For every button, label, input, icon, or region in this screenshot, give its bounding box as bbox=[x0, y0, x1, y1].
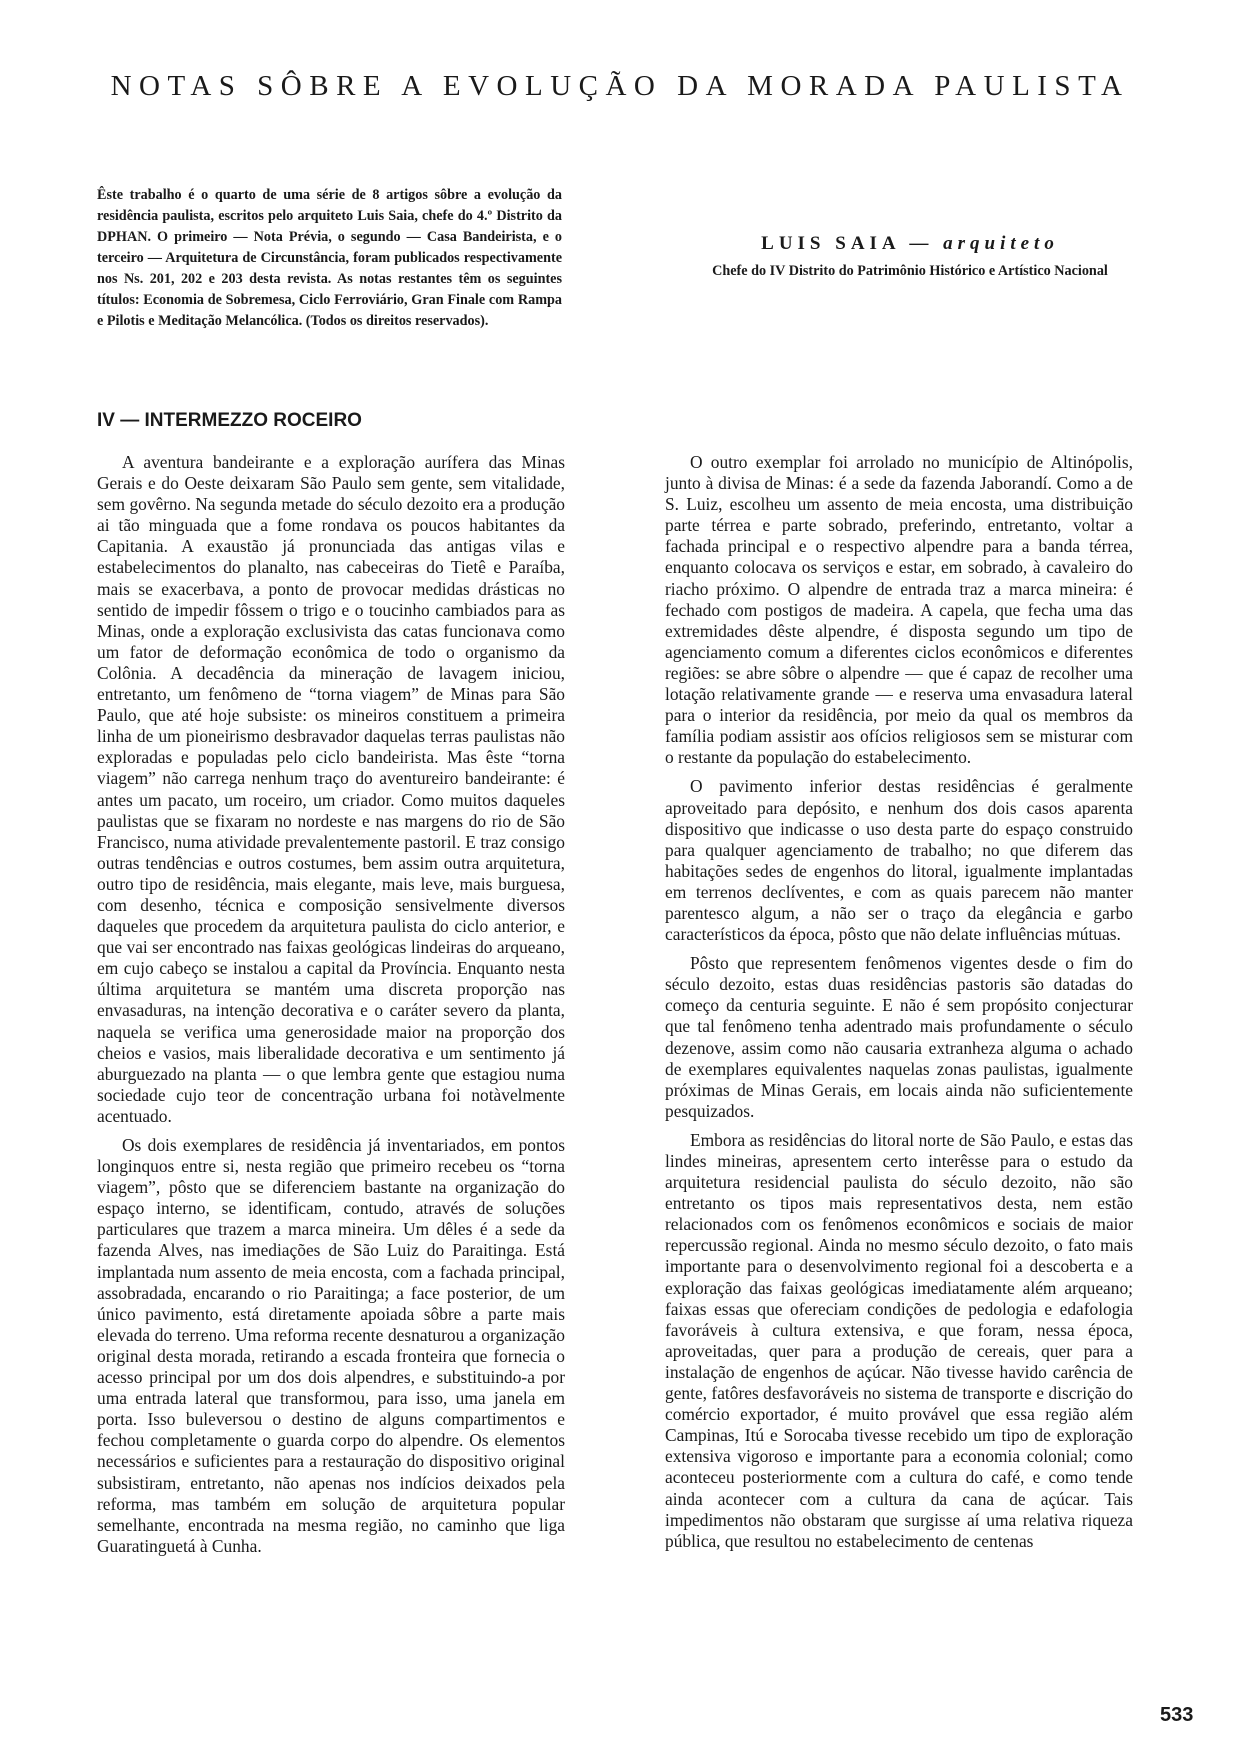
paragraph: A aventura bandeirante e a exploração aurífera das Minas Gerais e do Oeste deixaram São Paulo sem gente, sem vitalidade, sem govêrno. Na segunda metade do século dezoito era a produção ai tão minguada que a fome rondava os poucos habitantes da Capitania. A exaustão já pronunciada das antigas vilas e estabelecimentos do planalto, nas cabeceiras do Tietê e Paraíba, mais se exacerbava, a ponto de provocar medidas drásticas no sentido de impedir fôssem o trigo e o toucinho cambiados para as Minas, onde a exploração exclusivista das catas funcionava como um fator de deformação econômica de todo o organismo da Colônia. A decadência da mineração de lavagem iniciou, entretanto, um fenômeno de “torna viagem” de Minas para São Paulo, que até hoje subsiste: os mineiros constituem a primeira linha de um pioneirismo desbravador daquelas terras paulistas não exploradas e populadas pelo ciclo bandeirista. Mas êste “torna viagem” não carrega nenhum traço do aventureiro bandeirante: é antes um pacato, um roceiro, um criador. Como muitos daqueles paulistas que se fixaram no nordeste e nas margens do rio de São Francisco, numa atividade prevalentemente pastoril. E traz consigo outras tendências e outros costumes, bem assim outra arquitetura, outro tipo de residência, mais elegante, mais leve, mais burguesa, com desenho, técnica e composição sensivelmente diversos daqueles que procedem da arquitetura paulista do ciclo anterior, e que vai ser encontrado nas faixas geológicas lindeiras do arqueano, em cujo cabeço se instalou a capital da Província. Enquanto nesta última arquitetura se mantém uma discreta proporção nas envasaduras, na intenção decorativa e o caráter severo da planta, naquela se verifica uma generosidade maior na proporção dos cheios e vasios, mais liberalidade decorativa e um sentimento já aburguezado na planta — o que lembra gente que estagiou numa sociedade cujo teor de concentração urbana foi notàvelmente acentuado. bbox=[97, 452, 565, 1126]
paragraph: O outro exemplar foi arrolado no município de Altinópolis, junto à divisa de Minas: é a sede da fazenda Jaborandí. Como a de S. Luiz, escolheu um assento de meia encosta, uma distribuição parte térrea e parte sobrado, preferindo, entretanto, voltar a fachada principal e o respectivo alpendre para a banda térrea, enquanto colocava os serviços e estar, em sobrado, à cavaleiro do riacho próximo. O alpendre de entrada traz a marca mineira: é fechado com postigos de madeira. A capela, que fecha uma das extremidades dêste alpendre, é disposta segundo um tipo de agenciamento comum a diferentes ciclos econômicos e diferentes regiões: se abre sôbre o alpendre — que é capaz de recolher uma lotação relativamente grande — e reserva uma envasadura lateral para o interior da residência, por meio da qual os membros da família podiam assistir aos ofícios religiosos sem se misturar com o restante da população do estabelecimento. bbox=[665, 452, 1133, 768]
article-title: NOTAS SÔBRE A EVOLUÇÃO DA MORADA PAULISTA bbox=[110, 70, 1130, 102]
paragraph: O pavimento inferior destas residências é geralmente aproveitado para depósito, e nenhum dos dois casos aparenta dispositivo que indicasse o uso desta parte do espaço construido para qualquer agenciamento de trabalho; no que diferem das habitações sedes de engenhos do litoral, igualmente implantadas em terrenos declíventes, e com as quais parecem não manter parentesco algum, a não ser o traço da elegância e garbo característicos da época, pôsto que não delate influências mútuas. bbox=[665, 776, 1133, 945]
intro-note: Êste trabalho é o quarto de uma série de 8 artigos sôbre a evolução da residência paulista, escritos pelo arquiteto Luis Saia, chefe do 4.º Distrito da DPHAN. O primeiro — Nota Prévia, o segundo — Casa Bandeirista, e o terceiro — Arquitetura de Circunstância, foram publicados respectivamente nos Ns. 201, 202 e 203 desta revista. As notas restantes têm os seguintes títulos: Economia de Sobremesa, Ciclo Ferroviário, Gran Finale com Rampa e Pilotis e Meditação Melancólica. (Todos os direitos reservados). bbox=[97, 187, 562, 329]
author-separator: — bbox=[899, 233, 944, 254]
page-number: 533 bbox=[1160, 1704, 1194, 1726]
author-description: Chefe do IV Distrito do Patrimônio Histórico e Artístico Nacional bbox=[712, 263, 1108, 279]
left-column bbox=[97, 452, 565, 1565]
section-heading: IV — INTERMEZZO ROCEIRO bbox=[97, 410, 362, 431]
paragraph: Embora as residências do litoral norte de São Paulo, e estas das lindes mineiras, apresentem certo interêsse para o estudo da arquitetura residencial paulista do século dezoito, não são entretanto os tipos mais representativos desta, nem estão relacionados com os fenômenos econômicos e sociais de maior repercussão regional. Ainda no mesmo século dezoito, o fato mais importante para o desenvolvimento regional foi a descoberta e a exploração das faixas geológicas imediatamente além arqueano; faixas essas que ofereciam condições de pedologia e edafologia favoráveis à cultura extensiva, e que foram, nessa época, aproveitadas, quer para a produção de cereais, quer para a instalação de engenhos de açúcar. Não tivesse havido carência de gente, fatôres desfavoráveis no sistema de transporte e discrição do comércio exportador, é muito provável que essa região além Campinas, Itú e Sorocaba tivesse recebido um tipo de exploração extensiva vigoroso e importante para a economia colonial; como aconteceu posteriormente com a cultura do café, e como tende ainda acontecer com a cultura da cana de açúcar. Tais impedimentos não obstaram que surgisse aí uma relativa riqueza pública, que resultou no estabelecimento de centenas bbox=[665, 1129, 1133, 1551]
author-line bbox=[690, 233, 1130, 255]
author-role: arquiteto bbox=[943, 233, 1059, 254]
author-block bbox=[690, 233, 1130, 281]
paragraph: Os dois exemplares de residência já inventariados, em pontos longinquos entre si, nesta região que primeiro recebeu os “torna viagem”, pôsto que se diferenciem bastante na organização do espaço interno, se identificam, contudo, através de soluções particulares que trazem a marca mineira. Um dêles é a sede da fazenda Alves, nas imediações de São Luiz do Paraitinga. Está implantada num assento de meia encosta, com a fachada principal, assobradada, encarando o rio Paraitinga; a face posterior, de um único pavimento, está diretamente apoiada sôbre a parte mais elevada do terreno. Uma reforma recente desnaturou a organização original desta morada, retirando a escada fronteira que fornecia o acesso principal por um dos dois alpendres, e substituindo-a por uma entrada lateral que transformou, para isso, uma janela em porta. Isso buleversou o destino de alguns compartimentos e fechou completamente o guarda corpo do alpendre. Os elementos necessários e suficientes para a restauração do dispositivo original subsistiram, entretanto, não apenas nos indícios deixados pela reforma, mas também em solução de arquitetura popular semelhante, encontrada na mesma região, no caminho que liga Guaratinguetá à Cunha. bbox=[97, 1135, 565, 1556]
paragraph: Pôsto que representem fenômenos vigentes desde o fim do século dezoito, estas duas residências pastoris são datadas do começo da centuria seguinte. E não é sem propósito conjecturar que tal fenômeno tenha adentrado mais profundamente o século dezenove, assim como não causaria extranheza alguma o achado de exemplares equivalentes naquelas zonas paulistas, igualmente próximas de Minas Gerais, em locais ainda não suficientemente pesquizados. bbox=[665, 953, 1133, 1121]
right-column bbox=[665, 452, 1133, 1560]
author-name: LUIS SAIA bbox=[761, 233, 900, 254]
